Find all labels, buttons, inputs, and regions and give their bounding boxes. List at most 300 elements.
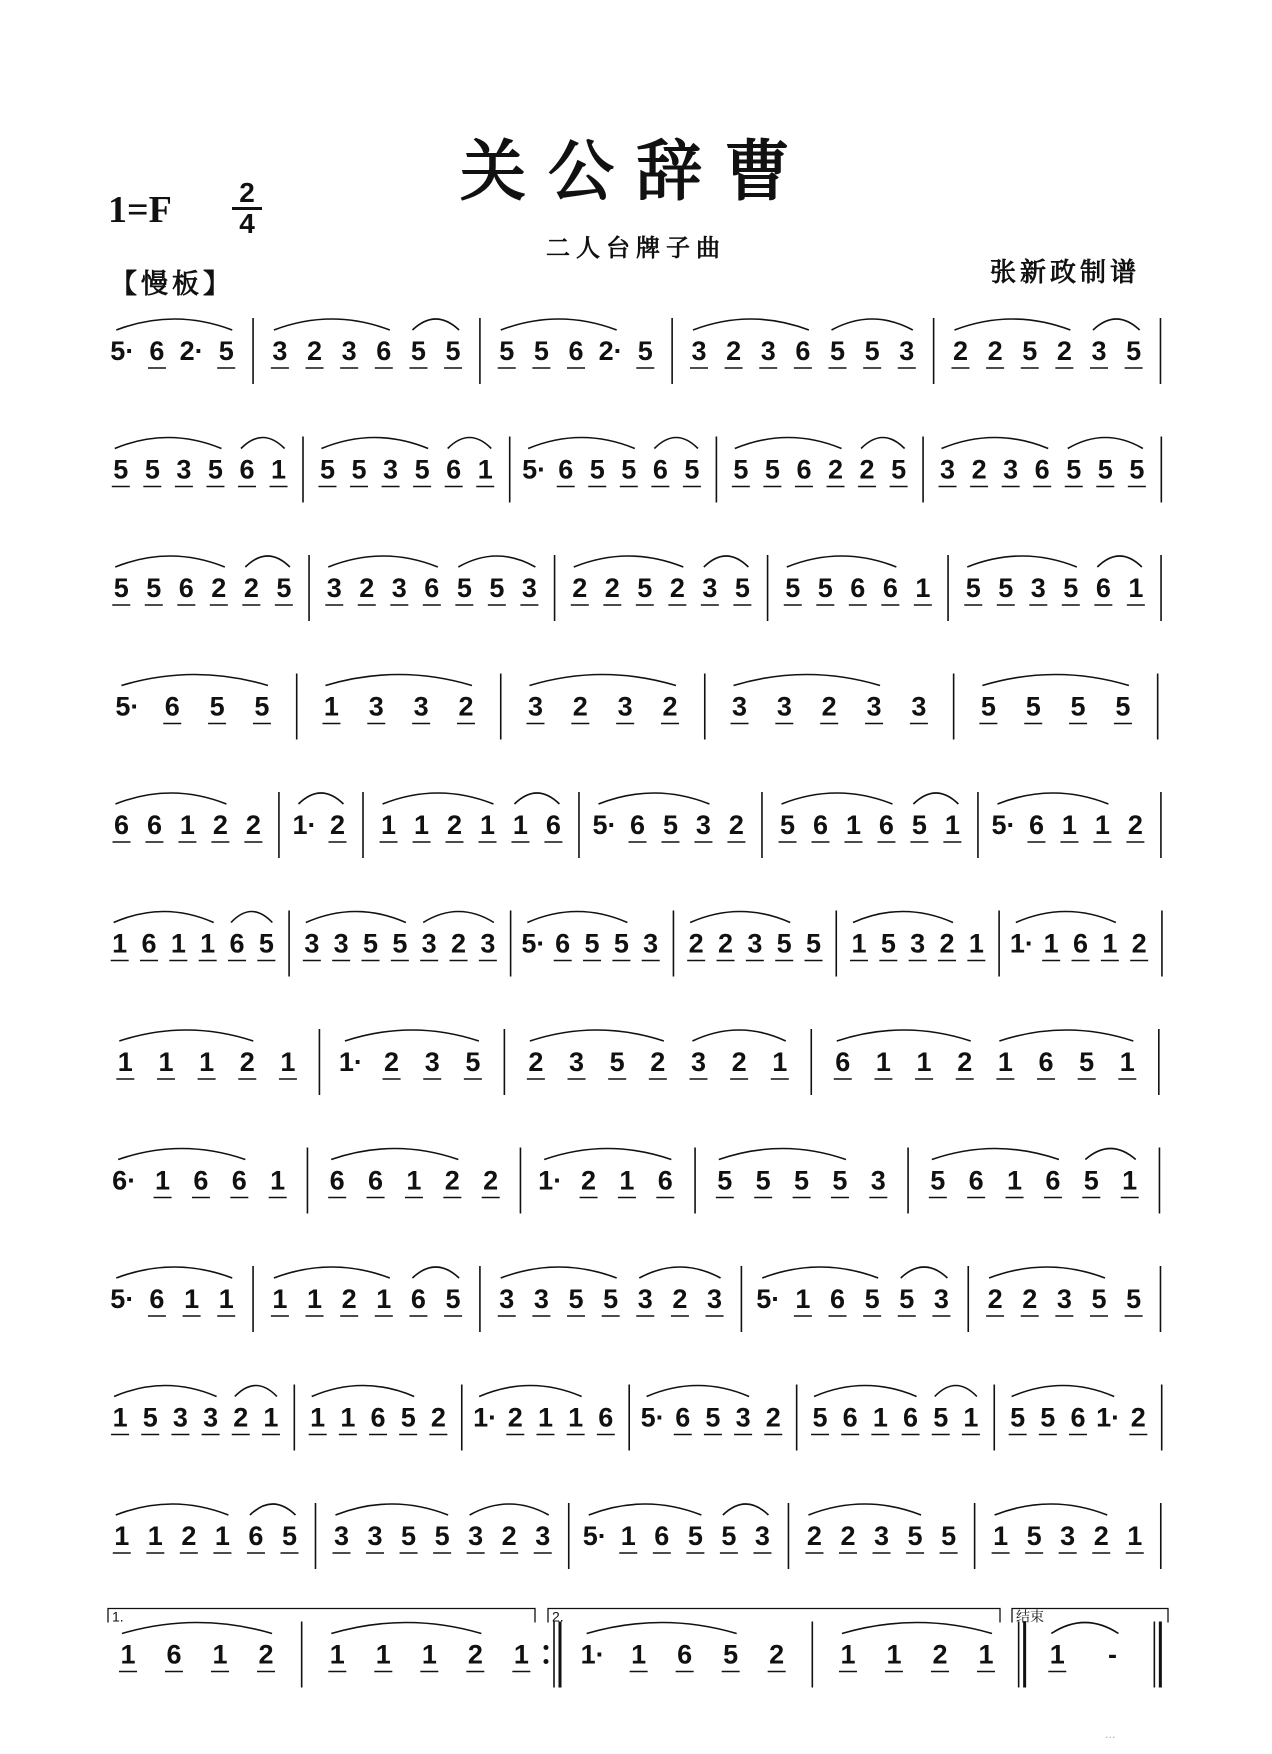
note: 5	[832, 1165, 848, 1196]
slur	[412, 319, 459, 330]
note: 1	[944, 810, 960, 840]
note: 3	[272, 336, 288, 366]
note: 3	[911, 691, 927, 722]
note: 5	[980, 691, 996, 722]
note: 5	[998, 573, 1014, 603]
note: -	[1107, 1639, 1117, 1670]
slur	[901, 1267, 948, 1278]
slur	[814, 1386, 917, 1397]
note: 6	[113, 810, 130, 840]
note: 5	[142, 1402, 158, 1433]
note: 3	[776, 691, 792, 722]
note: 6	[1045, 1165, 1061, 1196]
note: 5	[812, 1402, 828, 1433]
note: 6	[149, 336, 165, 366]
note: 5	[1070, 691, 1086, 722]
note: 2	[581, 1165, 597, 1196]
note: 6	[248, 1521, 264, 1551]
note: 2	[672, 1284, 688, 1314]
note: 1·	[292, 810, 317, 840]
slur	[274, 319, 390, 330]
slur	[328, 556, 438, 567]
slur	[298, 793, 343, 804]
note: 5	[144, 454, 160, 485]
note: 5	[258, 928, 274, 959]
note: 2	[233, 1402, 249, 1433]
note: 1	[179, 810, 195, 840]
note: 5	[794, 1165, 810, 1196]
note: 5	[207, 454, 223, 485]
note: 5	[401, 1521, 417, 1551]
volta-label: 2.	[552, 1608, 564, 1625]
slur	[942, 438, 1049, 449]
note: 2	[952, 336, 968, 366]
note: 5	[1040, 1402, 1056, 1433]
composer-credit: 张新政制谱	[990, 258, 1141, 288]
note: 1·	[1009, 928, 1034, 959]
slur	[458, 556, 535, 567]
note: 1·	[538, 1165, 563, 1196]
volta-label: 结束	[1016, 1608, 1044, 1625]
note: 2·	[179, 336, 204, 366]
note: 1·	[338, 1047, 363, 1077]
note: 6	[835, 1047, 851, 1077]
note: 5	[363, 928, 379, 959]
note: 5	[785, 573, 801, 603]
note: 1	[212, 1639, 228, 1670]
note: 5	[113, 573, 129, 603]
note: 3	[899, 336, 915, 366]
slur	[501, 319, 617, 330]
note: 5	[705, 1402, 721, 1433]
slur	[1051, 1623, 1118, 1634]
note: 2	[971, 454, 987, 485]
note: 2	[239, 1047, 255, 1077]
note: 3	[695, 810, 711, 840]
note: 5	[1010, 1402, 1026, 1433]
note: 5	[489, 573, 505, 603]
note: 1	[886, 1639, 902, 1670]
slur	[245, 556, 290, 567]
note: 1	[915, 573, 931, 603]
note: 1	[414, 810, 430, 840]
note: 3	[1003, 454, 1019, 485]
note: 2	[769, 1639, 785, 1670]
note: 3	[637, 1284, 653, 1314]
volta-bracket	[108, 1609, 535, 1623]
note: 2	[430, 1402, 446, 1433]
note: 5	[817, 573, 833, 603]
note: 3	[391, 573, 407, 603]
note: 5	[734, 573, 750, 603]
slur	[574, 556, 684, 567]
note: 2	[258, 1639, 274, 1670]
note: 5	[392, 928, 408, 959]
note: 5	[1126, 336, 1142, 366]
note: 1	[963, 1402, 979, 1433]
note: 6	[178, 573, 194, 603]
note: 2	[726, 336, 742, 366]
slur	[528, 438, 635, 449]
note: 2	[731, 1047, 747, 1077]
note: 2	[359, 573, 375, 603]
note: 1	[840, 1639, 856, 1670]
note: 3	[1056, 1284, 1072, 1314]
note: 5·	[521, 928, 546, 959]
note: 5	[1129, 454, 1145, 485]
slur	[782, 793, 893, 804]
note: 2	[243, 573, 259, 603]
note: 6	[164, 691, 180, 722]
note: 5	[1083, 1165, 1099, 1196]
note: 6	[231, 1165, 247, 1196]
note: 1	[772, 1047, 788, 1077]
note: 6	[1095, 573, 1111, 603]
slur	[114, 1386, 217, 1397]
note: 6	[149, 1284, 165, 1314]
slur	[723, 1504, 769, 1515]
note: 5	[1115, 691, 1131, 722]
note: 5·	[110, 336, 135, 366]
slur	[116, 1267, 232, 1278]
slur	[325, 675, 472, 686]
note: 6	[657, 1165, 673, 1196]
slur	[306, 912, 406, 923]
note: 5	[254, 691, 270, 722]
note: 1	[406, 1165, 422, 1196]
note: 3	[413, 691, 429, 722]
meter-numerator: 2	[239, 177, 255, 208]
note: 5	[933, 1402, 949, 1433]
slur	[589, 1504, 702, 1515]
note: 5	[1022, 336, 1038, 366]
note: 1	[376, 1284, 392, 1314]
slur	[479, 1386, 582, 1397]
note: 2	[987, 1284, 1003, 1314]
slur	[331, 1149, 458, 1160]
note: 6	[368, 1165, 384, 1196]
note: 3	[333, 928, 349, 959]
note: 5	[621, 454, 637, 485]
note: 1	[1007, 1165, 1023, 1196]
note: 3	[368, 691, 384, 722]
note: 1	[199, 1047, 215, 1077]
note: 5	[930, 1165, 946, 1196]
note: 2	[662, 691, 678, 722]
slur	[995, 1504, 1108, 1515]
note: 6	[795, 336, 811, 366]
note: 3	[617, 691, 633, 722]
slur	[787, 556, 897, 567]
note: 2	[528, 1047, 544, 1077]
note: 5	[400, 1402, 416, 1433]
note: 6	[796, 454, 812, 485]
note: 3	[870, 1165, 886, 1196]
note: 1	[845, 810, 861, 840]
note: 5	[568, 1284, 584, 1314]
note: 5	[609, 1047, 625, 1077]
note: 6	[166, 1639, 182, 1670]
note: 1	[184, 1284, 200, 1314]
note: 2	[467, 1639, 483, 1670]
note: 3	[732, 691, 748, 722]
slur	[587, 1623, 737, 1634]
note: 1	[218, 1284, 234, 1314]
note: 2	[245, 810, 261, 840]
slur	[114, 912, 214, 923]
slur	[932, 1149, 1059, 1160]
note: 2	[1022, 1284, 1038, 1314]
note: 2	[211, 573, 227, 603]
note: 1	[997, 1047, 1013, 1077]
volta-label: 1.	[112, 1608, 124, 1625]
slur	[115, 793, 226, 804]
note: 1	[795, 1284, 811, 1314]
note: 5	[276, 573, 292, 603]
note: 5	[723, 1639, 739, 1670]
note: 6	[842, 1402, 858, 1433]
note: 1	[479, 810, 495, 840]
note: 5	[891, 454, 907, 485]
slur	[861, 438, 905, 449]
note: 5	[780, 810, 796, 840]
note: 6	[598, 1402, 614, 1433]
note: 3	[333, 1521, 349, 1551]
slur	[808, 1504, 921, 1515]
note: 2	[507, 1402, 523, 1433]
note: 3	[1030, 573, 1046, 603]
note: 1	[117, 1047, 133, 1077]
note: 5·	[522, 454, 547, 485]
note: 6	[446, 454, 462, 485]
note: 3	[910, 928, 926, 959]
note: 2	[1130, 1402, 1146, 1433]
note: 2	[451, 928, 467, 959]
note: 3	[499, 1284, 515, 1314]
note: 1	[1061, 810, 1077, 840]
note: 5	[1126, 1284, 1142, 1314]
note: 1	[307, 1284, 323, 1314]
note: 2	[307, 336, 323, 366]
note: 2	[939, 928, 955, 959]
repeat-dot	[543, 1659, 548, 1664]
note: 1	[1127, 1521, 1143, 1551]
note: 2	[987, 336, 1003, 366]
note: 5	[755, 1165, 771, 1196]
note: 3	[203, 1402, 219, 1433]
note: 1	[968, 928, 984, 959]
note: 3	[326, 573, 342, 603]
note: 2	[572, 573, 588, 603]
note: 3	[421, 928, 437, 959]
note: 5	[864, 1284, 880, 1314]
slur	[997, 793, 1108, 804]
note: 1	[1094, 810, 1110, 840]
note: 5·	[991, 810, 1016, 840]
slur	[842, 1623, 992, 1634]
note: 1	[158, 1047, 174, 1077]
note: 5	[1097, 454, 1113, 485]
note: 1	[280, 1047, 296, 1077]
note: 3	[874, 1521, 890, 1551]
note: 5	[880, 928, 896, 959]
slur	[448, 438, 492, 449]
slur	[913, 793, 958, 804]
note: 3	[702, 573, 718, 603]
slur	[1085, 1149, 1135, 1160]
note: 5	[941, 1521, 957, 1551]
note: 3	[933, 1284, 949, 1314]
slur	[734, 675, 881, 686]
note: 5	[499, 336, 515, 366]
subtitle: 二人台牌子曲	[546, 233, 726, 262]
note: 3	[691, 336, 707, 366]
note: 5	[776, 928, 792, 959]
note: 1	[1102, 928, 1118, 959]
slur	[115, 438, 222, 449]
note: 1·	[580, 1639, 605, 1670]
note: 1	[421, 1639, 437, 1670]
slur	[116, 319, 232, 330]
note: 2·	[598, 336, 623, 366]
note: 6	[558, 454, 574, 485]
note: 2	[1093, 1521, 1109, 1551]
slur	[116, 1504, 229, 1515]
note: 5	[1026, 1521, 1042, 1551]
note: 3	[643, 928, 659, 959]
slur	[692, 1030, 785, 1041]
note: 2	[821, 691, 837, 722]
slur	[345, 1030, 479, 1041]
note: 5	[146, 573, 162, 603]
slur	[1093, 319, 1140, 330]
note: 3	[535, 1521, 551, 1551]
note: 6	[882, 573, 898, 603]
note: 2	[827, 454, 844, 485]
note: 5	[414, 454, 430, 485]
note: 5	[589, 454, 605, 485]
note: 1	[112, 928, 128, 959]
slur	[470, 1504, 549, 1515]
slur	[231, 912, 272, 923]
slur	[954, 319, 1070, 330]
slur	[119, 1030, 253, 1041]
note: 1	[619, 1165, 635, 1196]
slur	[530, 1030, 664, 1041]
note: 2	[572, 691, 588, 722]
slur	[654, 438, 698, 449]
slur	[719, 1149, 846, 1160]
slur	[529, 675, 676, 686]
note: 1	[263, 1402, 279, 1433]
note: 5	[445, 336, 461, 366]
note: 5	[764, 454, 780, 485]
note: 6	[968, 1165, 984, 1196]
note: 2	[932, 1639, 948, 1670]
slur	[639, 1267, 720, 1278]
note: 6	[829, 1284, 846, 1314]
note: 1	[872, 1402, 888, 1433]
note: 6	[878, 810, 894, 840]
note: 3	[747, 928, 763, 959]
slur	[527, 912, 627, 923]
note: 2	[728, 810, 744, 840]
slur	[321, 438, 428, 449]
note: 5	[445, 1284, 461, 1314]
note: 6	[410, 1284, 426, 1314]
note: 5	[733, 454, 749, 485]
note: 5	[1063, 573, 1079, 603]
note: 1	[978, 1639, 994, 1670]
note: 6	[629, 810, 646, 840]
note: 6	[239, 454, 255, 485]
note: 6	[229, 928, 245, 959]
note: 2	[688, 928, 704, 959]
note: 5	[1025, 691, 1041, 722]
note: 5	[351, 454, 367, 485]
note: 3	[569, 1047, 585, 1077]
slur	[122, 1623, 272, 1634]
note: 1	[323, 691, 339, 722]
note: 6·	[112, 1165, 137, 1196]
slur	[1016, 912, 1116, 923]
note: 5	[911, 810, 927, 840]
note: 5·	[756, 1284, 781, 1314]
note: 6	[903, 1402, 919, 1433]
slur	[118, 1149, 245, 1160]
volta-bracket	[548, 1609, 1000, 1623]
note: 2	[806, 1521, 822, 1551]
note: 5	[717, 1165, 733, 1196]
slur	[599, 793, 710, 804]
slur	[1068, 438, 1143, 449]
note: 2	[458, 691, 474, 722]
note: 3	[707, 1284, 723, 1314]
note: 1	[1122, 1165, 1138, 1196]
note: 5	[584, 928, 600, 959]
note: 2	[859, 454, 875, 485]
note: 5	[319, 454, 335, 485]
note: 3	[468, 1521, 484, 1551]
note: 5	[209, 691, 225, 722]
tempo-marking: 【慢板】	[110, 269, 234, 300]
note: 5	[281, 1521, 298, 1551]
note: 1	[620, 1521, 636, 1551]
note: 5	[829, 336, 846, 366]
note: 6	[193, 1165, 209, 1196]
note: 1	[631, 1639, 647, 1670]
note: 5	[637, 573, 653, 603]
note: 3	[754, 1521, 770, 1551]
note: 6	[812, 810, 829, 840]
note: 1	[537, 1402, 553, 1433]
note: 1	[120, 1639, 136, 1670]
note: 6	[652, 454, 668, 485]
slur	[832, 319, 913, 330]
note: 1	[851, 928, 867, 959]
note: 5	[1079, 1047, 1095, 1077]
note: 2	[1131, 928, 1147, 959]
slur	[514, 793, 559, 804]
note: 1	[375, 1639, 391, 1670]
note: 6	[1070, 1402, 1086, 1433]
note: 3	[533, 1284, 549, 1314]
note: 2	[669, 573, 685, 603]
note: 5	[218, 336, 234, 366]
note: 1	[1049, 1639, 1065, 1670]
note: 5·	[640, 1402, 665, 1433]
note: 2	[718, 928, 734, 959]
